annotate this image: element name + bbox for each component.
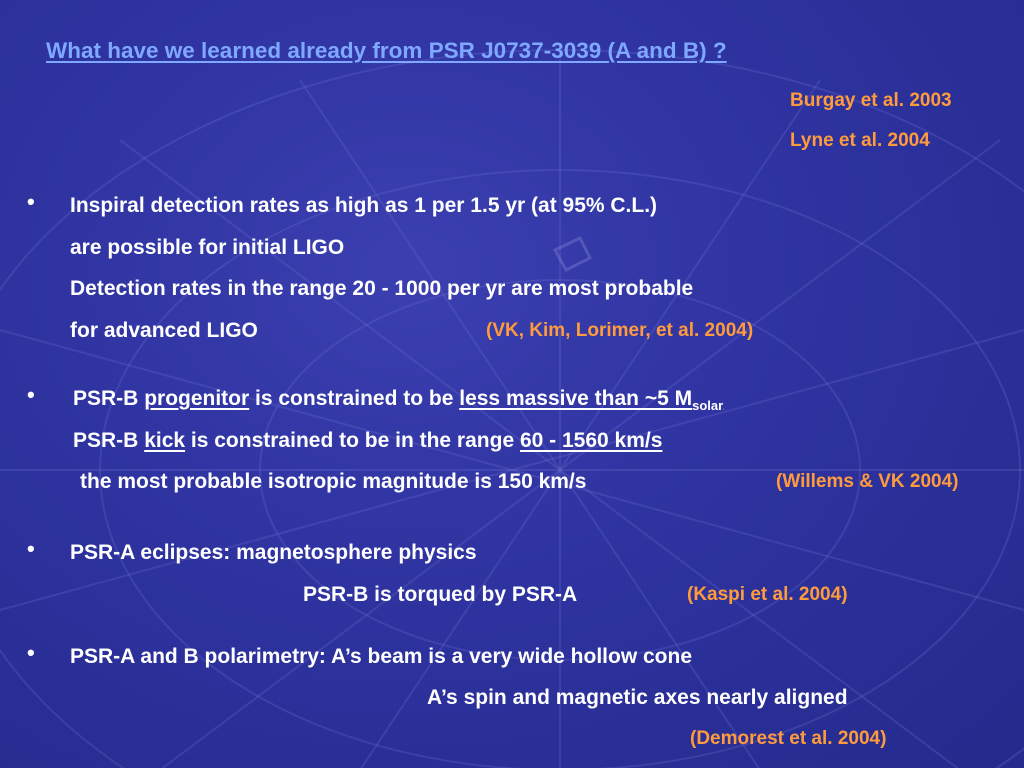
bullet3-line1: PSR-A eclipses: magnetosphere physics: [70, 541, 477, 564]
kick-text: kick: [144, 429, 186, 452]
bullet4-line1: PSR-A and B polarimetry: A’s beam is a very wide hollow cone: [70, 645, 693, 668]
bullet1-line3: Detection rates in the range 20 - 1000 per yr are most probable: [70, 277, 694, 300]
bullet4-reference: (Demorest et al. 2004): [690, 728, 887, 749]
bullet1-line4: for advanced LIGO: [70, 319, 258, 342]
bullet4-line2: A’s spin and magnetic axes nearly aligned: [427, 686, 848, 709]
bullet-marker: •: [27, 640, 35, 665]
bullet-marker: •: [27, 189, 35, 214]
reference-burgay: Burgay et al. 2003: [790, 90, 952, 111]
bullet2-reference: (Willems & VK 2004): [776, 471, 959, 492]
bullet1-reference: (VK, Kim, Lorimer, et al. 2004): [486, 320, 754, 341]
reference-lyne: Lyne et al. 2004: [790, 130, 930, 151]
bullet-marker: •: [27, 536, 35, 561]
kick-range-text: 60 - 1560 km/s: [519, 429, 663, 452]
bullet2-line1: PSR-B progenitor is constrained to be less massive than ~5 $M_{solar}$: [73, 387, 724, 413]
bullet2-line2: PSR-B kick is constrained to be in the range 60 - 1560 km/s: [73, 429, 663, 452]
bullet1-line1: Inspiral detection rates as high as 1 per 1.5 yr (at 95% C.L.): [70, 194, 658, 217]
bullet1-line2: are possible for initial LIGO: [70, 236, 345, 259]
progenitor-text: progenitor: [144, 387, 250, 410]
bullet-marker: •: [27, 382, 35, 407]
mass-limit-text: less massive than ~5 $M_{solar}$: [459, 387, 724, 413]
bullet3-reference: (Kaspi et al. 2004): [687, 584, 848, 605]
bullet3-line2: PSR-B is torqued by PSR-A: [303, 583, 578, 606]
bullet2-line3: the most probable isotropic magnitude is 150 km/s: [80, 470, 587, 493]
slide-title[interactable]: What have we learned already from PSR J0737-3039 (A and B) ?: [46, 38, 727, 63]
